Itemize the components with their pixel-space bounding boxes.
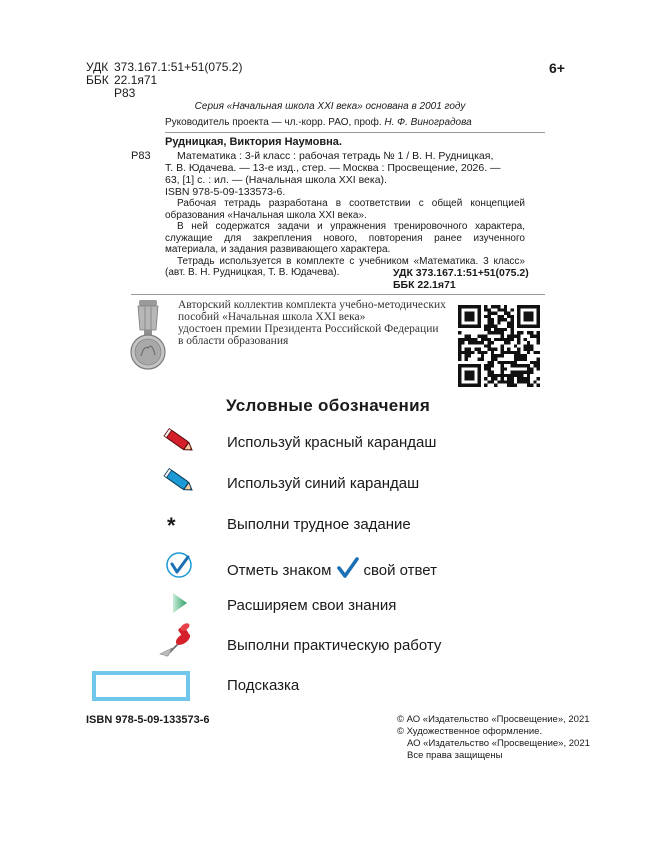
card-line1: Математика : 3-й класс : рабочая тетрадь № 1 / В. Н. Рудницкая, xyxy=(177,150,494,162)
project-lead-name: Н. Ф. Виноградова xyxy=(384,117,472,128)
age-rating: 6+ xyxy=(549,60,565,76)
card-bbk: ББК 22.1я71 xyxy=(393,279,456,291)
asterisk-icon: * xyxy=(167,513,176,538)
card-codes xyxy=(393,267,529,291)
card-desc1: Рабочая тетрадь разработана в соответствии с общей концепцией образования «Начальная школа XXI века». xyxy=(165,198,525,221)
copyright-line4: Все права защищены xyxy=(407,750,503,761)
hint-box-icon xyxy=(92,671,190,701)
legend-red-pencil-text: Используй красный карандаш xyxy=(227,434,437,451)
card-bibliographic xyxy=(165,150,545,198)
card-author: Рудницкая, Виктория Наумовна. xyxy=(165,136,342,148)
series-line: Серия «Начальная школа XXI века» основана в 2001 году xyxy=(194,101,466,112)
card-desc2: В ней содержатся задачи и упражнения тренировочного характера, служащие для закрепления нового, повторения ранее изученного материала, и задания развивающего характера. xyxy=(165,221,525,255)
udk-value: 373.167.1:51+51(075.2) xyxy=(114,60,243,74)
card-desc3: Тетрадь используется в комплекте с учебником «Математика. 3 класс» (авт. В. Н. Рудницкая, Т. В. Юдачева). xyxy=(165,255,525,278)
check-text-after: свой ответ xyxy=(363,561,438,579)
footer-copyright xyxy=(397,714,590,762)
card-line3: 63, [1] с. : ил. — (Начальная школа XXI века). xyxy=(165,174,387,186)
award-line4: в области образования xyxy=(178,335,289,347)
udk-label: УДК xyxy=(86,60,109,74)
card-isbn: ISBN 978-5-09-133573-6. xyxy=(165,186,286,198)
award-line1: Авторский коллектив комплекта учебно-методических xyxy=(178,299,446,311)
award-line3: удостоен премии Президента Российской Федерации xyxy=(178,323,439,335)
copyright-line2: © Художественное оформление. xyxy=(397,726,543,737)
legend-blue-pencil-text: Используй синий карандаш xyxy=(227,475,420,492)
blue-pencil-icon xyxy=(163,466,197,501)
legend-title: Условные обозначения xyxy=(226,396,431,415)
legend-check-text xyxy=(227,557,437,583)
award-text xyxy=(178,299,446,347)
project-lead-prefix: Руководитель проекта — чл.-корр. РАО, проф. xyxy=(165,117,382,128)
check-text-before: Отметь знаком xyxy=(227,561,332,579)
legend-pin-text: Выполни практическую работу xyxy=(227,637,442,654)
divider-bottom xyxy=(131,294,545,295)
project-lead xyxy=(165,117,472,128)
bbk-label: ББК xyxy=(86,73,109,87)
push-pin-icon xyxy=(156,622,196,667)
inline-check-icon xyxy=(337,557,359,583)
legend-asterisk-text: Выполни трудное задание xyxy=(227,516,411,533)
copyright-line1: © АО «Издательство «Просвещение», 2021 xyxy=(397,714,590,725)
card-udk: УДК 373.167.1:51+51(075.2) xyxy=(393,267,529,279)
divider-top xyxy=(165,132,545,133)
legend-arrow-text: Расширяем свои знания xyxy=(227,597,397,614)
check-circle-icon xyxy=(165,551,193,584)
footer-isbn: ISBN 978-5-09-133573-6 xyxy=(86,714,210,726)
author-mark: Р83 xyxy=(114,86,136,100)
medal-icon xyxy=(126,300,170,377)
card-author-mark: Р83 xyxy=(131,150,151,162)
award-line2: пособий «Начальная школа XXI века» xyxy=(178,311,366,323)
bbk-value: 22.1я71 xyxy=(114,73,158,87)
red-pencil-icon xyxy=(163,426,197,461)
green-arrow-icon xyxy=(172,592,188,619)
card-line2: Т. В. Юдачева. — 13-е изд., стер. — Москва : Просвещение, 2026. — xyxy=(165,162,501,174)
qr-code[interactable] xyxy=(458,305,540,392)
legend-hint-text: Подсказка xyxy=(227,677,300,694)
copyright-line3: АО «Издательство «Просвещение», 2021 xyxy=(407,738,590,749)
